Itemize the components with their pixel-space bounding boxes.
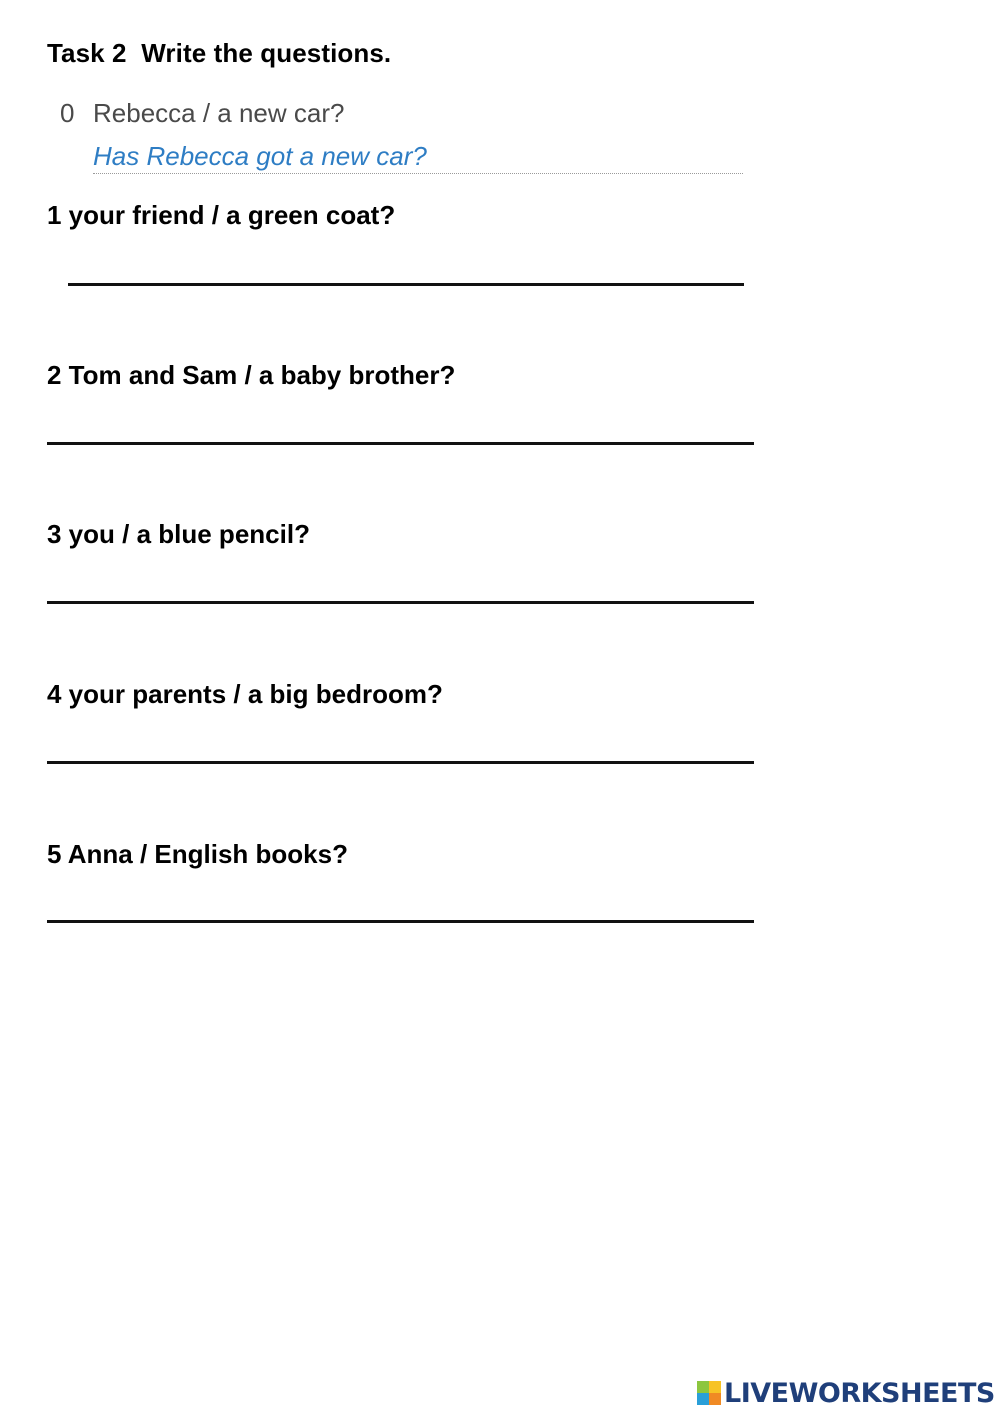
example-prompt: Rebecca / a new car?: [93, 98, 345, 128]
task-title: Task 2 Write the questions.: [47, 38, 392, 68]
example-answer: Has Rebecca got a new car?: [93, 140, 743, 174]
question-1: 1 your friend / a green coat?: [47, 200, 396, 230]
question-2: 2 Tom and Sam / a baby brother?: [47, 360, 456, 390]
answer-line-3[interactable]: [47, 601, 754, 604]
question-3: 3 you / a blue pencil?: [47, 519, 310, 549]
liveworksheets-icon: [697, 1381, 721, 1405]
example-number: 0: [60, 98, 75, 128]
liveworksheets-logo: [697, 1378, 995, 1408]
answer-line-5[interactable]: [47, 920, 754, 923]
question-5: 5 Anna / English books?: [47, 839, 348, 869]
answer-line-1[interactable]: [68, 283, 744, 286]
logo-text: LIVEWORKSHEETS: [724, 1377, 995, 1409]
question-4: 4 your parents / a big bedroom?: [47, 679, 443, 709]
answer-line-2[interactable]: [47, 442, 754, 445]
answer-line-4[interactable]: [47, 761, 754, 764]
